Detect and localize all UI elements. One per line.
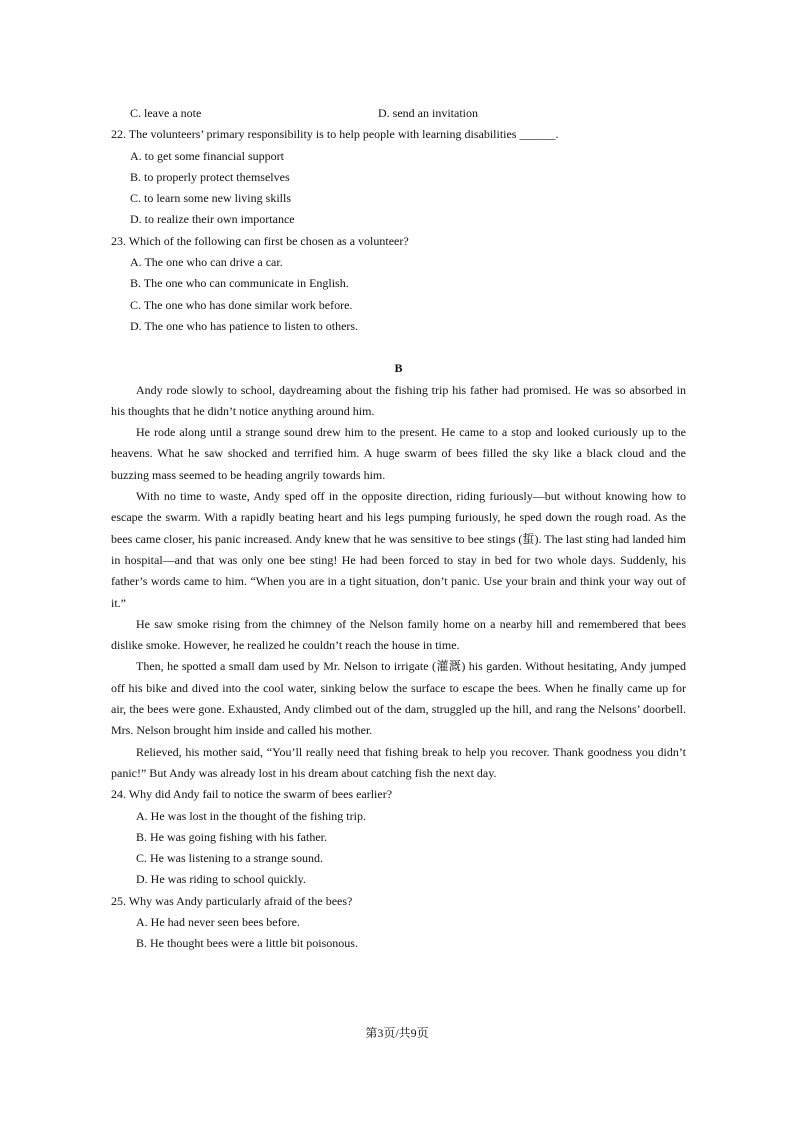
section-b-title: B <box>394 361 403 376</box>
q22-option-c: C. to learn some new living skills <box>130 191 291 206</box>
q24-option-b: B. He was going fishing with his father. <box>136 829 327 844</box>
page-footer: 第3页/共9页 <box>365 1026 429 1040</box>
q24-stem: 24. Why did Andy fail to notice the swarm of bees earlier? <box>111 787 393 802</box>
q25-option-b: B. He thought bees were a little bit poisonous. <box>136 936 358 951</box>
q25-option-a: A. He had never seen bees before. <box>136 914 300 929</box>
q23-stem: 23. Which of the following can first be chosen as a volunteer? <box>111 233 409 248</box>
q25-stem: 25. Why was Andy particularly afraid of the bees? <box>111 893 353 908</box>
q22-option-b: B. to properly protect themselves <box>130 169 290 184</box>
passage-paragraph-1: Andy rode slowly to school, daydreaming about the fishing trip his father had promised. He was so absorbed in his thoughts that he didn’t notice anything around him. <box>111 382 686 418</box>
passage-paragraph-2: He rode along until a strange sound drew him to the present. He came to a stop and looked curiously up to the heavens. What he saw shocked and terrified him. A huge swarm of bees filled the sky like a black cloud and the buzzing mass seemed to be heading angrily towards him. <box>111 425 686 482</box>
q22-stem: 22. The volunteers’ primary responsibility is to help people with learning disabilities ______. <box>111 127 559 142</box>
q22-option-d: D. to realize their own importance <box>130 212 295 227</box>
q22-option-a: A. to get some financial support <box>130 148 284 163</box>
q24-option-a: A. He was lost in the thought of the fishing trip. <box>136 808 366 823</box>
q23-option-a: A. The one who can drive a car. <box>130 255 283 270</box>
passage-paragraph-6: Relieved, his mother said, “You’ll really need that fishing break to help you recover. Thank goodness you didn’t panic!” But Andy was already lost in his dream about catching fish the next day. <box>111 744 686 780</box>
passage-paragraph-5: Then, he spotted a small dam used by Mr. Nelson to irrigate (灌溉) his garden. Without hesitating, Andy jumped off his bike and dived into the cool water, sinking below the surface to escape the bees. When he finally came up for air, the bees were gone. Exhausted, Andy climbed out of the dam, struggled up the hill, and rang the Nelsons’ doorbell. Mrs. Nelson brought him inside and called his mother. <box>111 659 686 738</box>
q21-option-c: C. leave a note <box>130 106 202 120</box>
q24-option-d: D. He was riding to school quickly. <box>136 872 306 887</box>
q21-option-d: D. send an invitation <box>378 106 478 120</box>
q24-option-c: C. He was listening to a strange sound. <box>136 851 323 866</box>
q23-option-c: C. The one who has done similar work before. <box>130 297 353 312</box>
q23-option-d: D. The one who has patience to listen to others. <box>130 318 359 333</box>
page-content <box>111 103 686 955</box>
passage-paragraph-3: With no time to waste, Andy sped off in the opposite direction, riding furiously—but without knowing how to escape the swarm. With a rapidly beating heart and his legs pumping furiously, he sped down the rough road. As the bees came closer, his panic increased. Andy knew that he was sensitive to bee stings (蜇). The last sting had landed him in hospital—and that was only one bee sting! He had been forced to stay in bed for two whole days. Suddenly, his father’s words came to him. “When you are in a tight situation, don’t panic. Use your brain and think your way out of it.” <box>111 489 686 610</box>
passage-paragraph-4: He saw smoke rising from the chimney of the Nelson family home on a nearby hill and remembered that bees dislike smoke. However, he realized he couldn’t reach the house in time. <box>111 616 686 653</box>
q23-option-b: B. The one who can communicate in English. <box>130 276 349 291</box>
q21-options-row <box>111 103 686 124</box>
